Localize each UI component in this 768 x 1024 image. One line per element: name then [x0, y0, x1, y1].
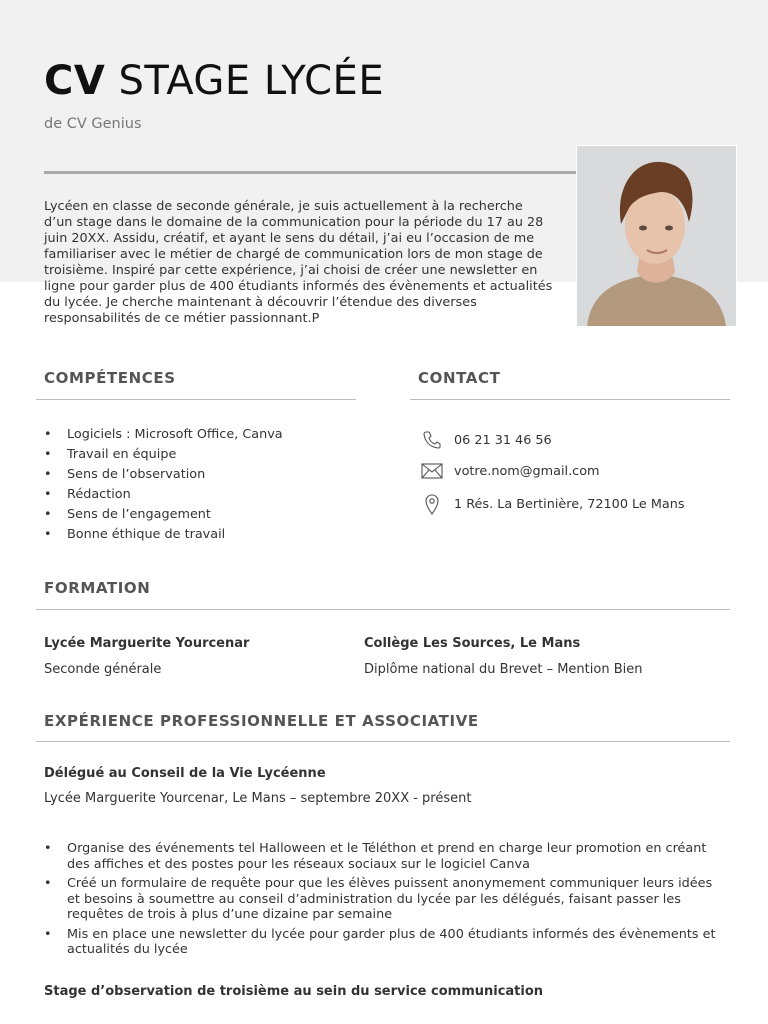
- page-title: [44, 57, 384, 105]
- experience-divider: [36, 741, 730, 742]
- list-item: • Créé un formulaire de requête pour que les élèves puissent anonymement communiquer leurs idées et besoins à soumettre au conseil d’administration du lycée par les délégués, faisant passer les requêtes de trois à plus d’une dizaine par semaine: [44, 876, 724, 923]
- contact-title: CONTACT: [418, 369, 501, 387]
- skills-divider: [36, 399, 356, 400]
- skills-list: [44, 425, 364, 545]
- experience-next-role: Stage d’observation de troisième au sein du service communication: [44, 984, 544, 999]
- postal-address: 1 Rés. La Bertinière, 72100 Le Mans: [454, 496, 685, 512]
- email-address[interactable]: votre.nom@gmail.com: [454, 463, 600, 479]
- contact-email: [420, 459, 599, 483]
- experience-title: EXPÉRIENCE PROFESSIONNELLE ET ASSOCIATIVE: [44, 712, 479, 730]
- education-title: FORMATION: [44, 579, 151, 597]
- list-item: • Travail en équipe: [44, 445, 364, 465]
- education-degree-1: Seconde générale: [44, 662, 162, 677]
- title-rest: STAGE LYCÉE: [118, 58, 385, 104]
- education-degree-2: Diplôme national du Brevet – Mention Bien: [364, 662, 643, 677]
- experience-duties: [44, 841, 724, 962]
- list-item: • Sens de l’engagement: [44, 505, 364, 525]
- title-bold: CV: [44, 58, 106, 104]
- summary-end: P: [311, 311, 320, 326]
- phone-number[interactable]: 06 21 31 46 56: [454, 432, 552, 448]
- list-item: • Sens de l’observation: [44, 465, 364, 485]
- education-school-1: Lycée Marguerite Yourcenar: [44, 636, 250, 651]
- list-item: • Mis en place une newsletter du lycée pour garder plus de 400 étudiants informés des évènements et actualités du lycée: [44, 927, 724, 958]
- education-divider: [36, 609, 730, 610]
- summary-text: Lycéen en classe de seconde générale, je suis actuellement à la recherche d’un stage dans le domaine de la communication pour la période du 17 au 28 juin 20XX. Assidu, créatif, et ayant le sens du détail, j’ai eu l’occasion de me familiariser avec le métier de chargé de communication lors de mon stage de troisième. Inspiré par cette expérience, j’ai choisi de créer une newsletter en ligne pour garder plus de 400 étudiants informés des évènements et actualités du lycée. Je cherche maintenant à découvrir l’étendue des diverses responsabilités de ce métier passionnant.: [44, 199, 553, 326]
- list-item: • Logiciels : Microsoft Office, Canva: [44, 425, 364, 445]
- experience-role: Délégué au Conseil de la Vie Lycéenne: [44, 766, 326, 781]
- experience-place: Lycée Marguerite Yourcenar, Le Mans – septembre 20XX - présent: [44, 791, 472, 806]
- header-divider: [44, 171, 576, 174]
- contact-phone: [420, 428, 552, 452]
- phone-icon: [420, 428, 444, 452]
- profile-summary: [44, 199, 554, 327]
- education-school-2: Collège Les Sources, Le Mans: [364, 636, 581, 651]
- profile-photo: [576, 145, 737, 327]
- skills-title: COMPÉTENCES: [44, 369, 176, 387]
- mail-icon: [420, 459, 444, 483]
- contact-divider: [410, 399, 730, 400]
- list-item: • Organise des événements tel Halloween et le Téléthon et prend en charge leur promotion en créant des affiches et des postes pour les réseaux sociaux sur le logiciel Canva: [44, 841, 724, 872]
- list-item: • Rédaction: [44, 485, 364, 505]
- location-pin-icon: [420, 492, 444, 516]
- list-item: • Bonne éthique de travail: [44, 525, 364, 545]
- contact-address: [420, 492, 685, 516]
- subtitle: de CV Genius: [44, 116, 142, 132]
